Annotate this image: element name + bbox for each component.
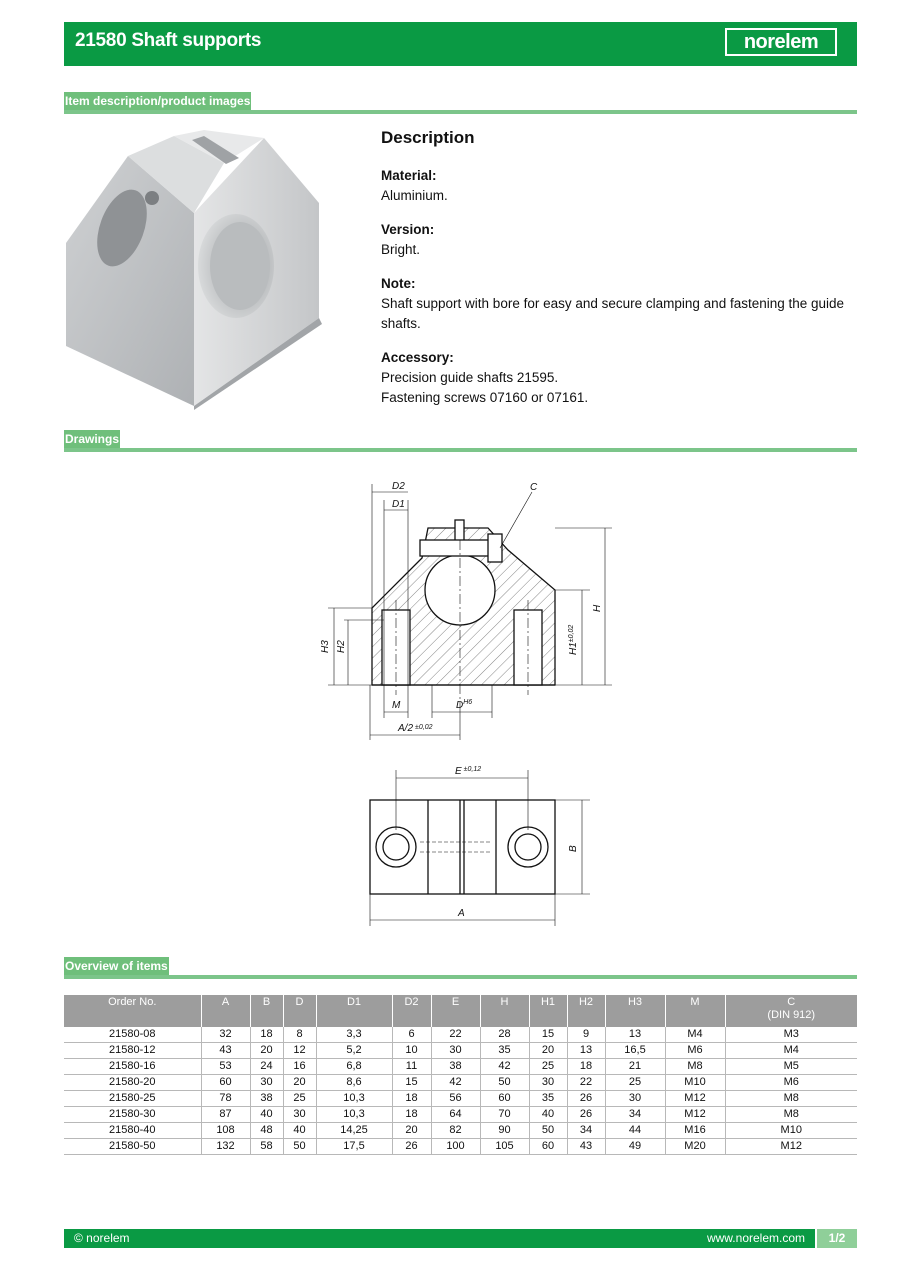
table-cell: 20 (529, 1043, 567, 1059)
table-cell: 9 (567, 1027, 605, 1043)
material-value: Aluminium. (381, 188, 448, 203)
table-header-cell: C (DIN 912) (725, 995, 857, 1027)
table-cell: 30 (529, 1075, 567, 1091)
table-cell: 50 (283, 1139, 316, 1155)
description-block (381, 128, 861, 422)
table-header-row (64, 995, 857, 1027)
dim-label-d1: D1 (392, 499, 405, 510)
norelem-logo: norelem (725, 28, 837, 56)
dim-label-d2: D2 (392, 481, 405, 492)
section-images-label: Item description/product images (64, 92, 251, 112)
table-row (64, 1027, 857, 1043)
table-cell: M6 (665, 1043, 725, 1059)
table-cell: 105 (480, 1139, 529, 1155)
table-header-cell: H1 (529, 995, 567, 1027)
table-header-subcaption: (DIN 912) (767, 1009, 816, 1021)
dim-label-d: $D^{H6}$ (456, 699, 473, 711)
table-row (64, 1107, 857, 1123)
table-row (64, 1139, 857, 1155)
table-header-cell: E (431, 995, 480, 1027)
table-cell: 10,3 (316, 1091, 392, 1107)
table-cell: 21580-12 (64, 1043, 201, 1059)
table-cell: 60 (201, 1075, 250, 1091)
table-cell: 22 (431, 1027, 480, 1043)
page-title: 21580 Shaft supports (75, 30, 262, 51)
table-cell: M3 (725, 1027, 857, 1043)
dim-label-m: M (392, 700, 401, 711)
table-cell: 44 (605, 1123, 665, 1139)
table-cell: 24 (250, 1059, 283, 1075)
table-cell: 25 (605, 1075, 665, 1091)
accessory-label: Accessory: (381, 350, 454, 365)
table-cell: 18 (392, 1107, 431, 1123)
table-cell: 50 (480, 1075, 529, 1091)
table-cell: 87 (201, 1107, 250, 1123)
table-cell: 26 (392, 1139, 431, 1155)
table-cell: 10 (392, 1043, 431, 1059)
table-cell: 30 (283, 1107, 316, 1123)
table-cell: M20 (665, 1139, 725, 1155)
table-cell: 60 (480, 1091, 529, 1107)
page-number: 1/2 (815, 1229, 857, 1248)
table-cell: 20 (392, 1123, 431, 1139)
table-cell: 13 (567, 1043, 605, 1059)
material-label: Material: (381, 168, 437, 183)
table-cell: 64 (431, 1107, 480, 1123)
dim-label-a2: A/2 $^{\pm 0,02}$ (398, 723, 433, 734)
table-cell: 26 (567, 1091, 605, 1107)
table-cell: 8 (283, 1027, 316, 1043)
table-cell: 5,2 (316, 1043, 392, 1059)
dim-label-a: A (458, 908, 465, 919)
version-value: Bright. (381, 242, 421, 257)
table-cell: 60 (529, 1139, 567, 1155)
table-header-cell: D2 (392, 995, 431, 1027)
table-cell: 35 (529, 1091, 567, 1107)
dim-label-h2: H2 (336, 640, 347, 653)
table-cell: 58 (250, 1139, 283, 1155)
table-cell: 34 (605, 1107, 665, 1123)
table-cell: 132 (201, 1139, 250, 1155)
table-cell: 42 (431, 1075, 480, 1091)
table-cell: 22 (567, 1075, 605, 1091)
table-cell: M12 (725, 1139, 857, 1155)
table-cell: M10 (725, 1123, 857, 1139)
accessory-line-2: Fastening screws 07160 or 07161. (381, 390, 589, 405)
table-cell: 21580-30 (64, 1107, 201, 1123)
table-cell: M16 (665, 1123, 725, 1139)
section-divider (64, 110, 857, 114)
table-cell: 43 (201, 1043, 250, 1059)
section-drawings (64, 430, 857, 452)
items-table (64, 995, 857, 1155)
footer-url-link[interactable]: www.norelem.com (706, 1231, 805, 1245)
table-cell: 38 (250, 1091, 283, 1107)
page-footer (64, 1229, 857, 1248)
table-row (64, 1091, 857, 1107)
accessory-line-1: Precision guide shafts 21595. (381, 370, 559, 385)
table-header-cell: Order No. (64, 995, 201, 1027)
table-cell: M4 (725, 1043, 857, 1059)
section-divider (64, 975, 857, 979)
table-cell: 40 (529, 1107, 567, 1123)
note-label: Note: (381, 276, 416, 291)
footer-copyright: © norelem (74, 1231, 130, 1245)
section-images (64, 92, 857, 114)
table-cell: M8 (725, 1107, 857, 1123)
dim-label-e: E $^{\pm 0,12}$ (455, 766, 482, 777)
table-header-cell: M (665, 995, 725, 1027)
table-cell: 42 (480, 1059, 529, 1075)
table-cell: 56 (431, 1091, 480, 1107)
table-cell: 3,3 (316, 1027, 392, 1043)
table-cell: 16,5 (605, 1043, 665, 1059)
table-cell: M12 (665, 1107, 725, 1123)
table-row (64, 1075, 857, 1091)
table-cell: 21580-16 (64, 1059, 201, 1075)
table-cell: 28 (480, 1027, 529, 1043)
table-header-cell: H2 (567, 995, 605, 1027)
table-cell: 21580-40 (64, 1123, 201, 1139)
product-image (64, 128, 324, 410)
table-cell: 70 (480, 1107, 529, 1123)
version-block (381, 220, 861, 260)
section-drawings-label: Drawings (64, 430, 120, 450)
table-row (64, 1043, 857, 1059)
table-cell: 21580-08 (64, 1027, 201, 1043)
table-cell: 11 (392, 1059, 431, 1075)
table-cell: M12 (665, 1091, 725, 1107)
table-cell: 16 (283, 1059, 316, 1075)
table-cell: 13 (605, 1027, 665, 1043)
version-label: Version: (381, 222, 435, 237)
table-cell: 82 (431, 1123, 480, 1139)
section-divider (64, 448, 857, 452)
table-row (64, 1123, 857, 1139)
table-cell: 10,3 (316, 1107, 392, 1123)
description-heading: Description (381, 128, 475, 147)
table-cell: M4 (665, 1027, 725, 1043)
dim-label-h: H (592, 604, 603, 612)
table-cell: 30 (250, 1075, 283, 1091)
table-header-cell: H3 (605, 995, 665, 1027)
table-cell: 20 (283, 1075, 316, 1091)
note-block (381, 274, 861, 334)
table-cell: 49 (605, 1139, 665, 1155)
table-cell: 21 (605, 1059, 665, 1075)
page-header (64, 22, 857, 66)
table-cell: 100 (431, 1139, 480, 1155)
section-overview (64, 957, 857, 979)
table-header-cell: H (480, 995, 529, 1027)
table-header-cell: A (201, 995, 250, 1027)
material-block (381, 166, 861, 206)
table-cell: 32 (201, 1027, 250, 1043)
dim-label-h1: $H1^{\pm 0,02}$ (568, 624, 579, 655)
table-cell: 18 (567, 1059, 605, 1075)
table-header-cell: D (283, 995, 316, 1027)
table-cell: M10 (665, 1075, 725, 1091)
table-cell: M5 (725, 1059, 857, 1075)
table-cell: M8 (725, 1091, 857, 1107)
table-cell: 25 (529, 1059, 567, 1075)
table-cell: 12 (283, 1043, 316, 1059)
table-cell: 38 (431, 1059, 480, 1075)
table-cell: 15 (529, 1027, 567, 1043)
table-cell: 43 (567, 1139, 605, 1155)
table-cell: 26 (567, 1107, 605, 1123)
table-cell: 21580-50 (64, 1139, 201, 1155)
table-cell: 108 (201, 1123, 250, 1139)
table-cell: 50 (529, 1123, 567, 1139)
table-cell: 14,25 (316, 1123, 392, 1139)
table-cell: 18 (392, 1091, 431, 1107)
table-cell: 6 (392, 1027, 431, 1043)
dim-label-h3: H3 (320, 640, 331, 653)
dim-label-b: B (568, 845, 579, 852)
table-row (64, 1059, 857, 1075)
accessory-block (381, 348, 861, 408)
table-cell: 8,6 (316, 1075, 392, 1091)
table-cell: 21580-20 (64, 1075, 201, 1091)
table-cell: 35 (480, 1043, 529, 1059)
table-header-cell: D1 (316, 995, 392, 1027)
table-cell: 20 (250, 1043, 283, 1059)
table-cell: 53 (201, 1059, 250, 1075)
table-cell: 30 (431, 1043, 480, 1059)
dim-label-c: C (530, 482, 538, 493)
table-cell: 17,5 (316, 1139, 392, 1155)
table-cell: 40 (283, 1123, 316, 1139)
note-value: Shaft support with bore for easy and secure clamping and fastening the guide shafts. (381, 296, 845, 331)
table-header-cell: B (250, 995, 283, 1027)
table-cell: M8 (665, 1059, 725, 1075)
table-cell: 21580-25 (64, 1091, 201, 1107)
table-cell: 40 (250, 1107, 283, 1123)
technical-drawing (300, 470, 630, 940)
table-cell: 18 (250, 1027, 283, 1043)
table-cell: 15 (392, 1075, 431, 1091)
table-cell: 34 (567, 1123, 605, 1139)
table-cell: 6,8 (316, 1059, 392, 1075)
table-cell: 48 (250, 1123, 283, 1139)
table-cell: 25 (283, 1091, 316, 1107)
table-cell: 90 (480, 1123, 529, 1139)
table-cell: M6 (725, 1075, 857, 1091)
table-cell: 78 (201, 1091, 250, 1107)
table-cell: 30 (605, 1091, 665, 1107)
section-overview-label: Overview of items (64, 957, 169, 977)
